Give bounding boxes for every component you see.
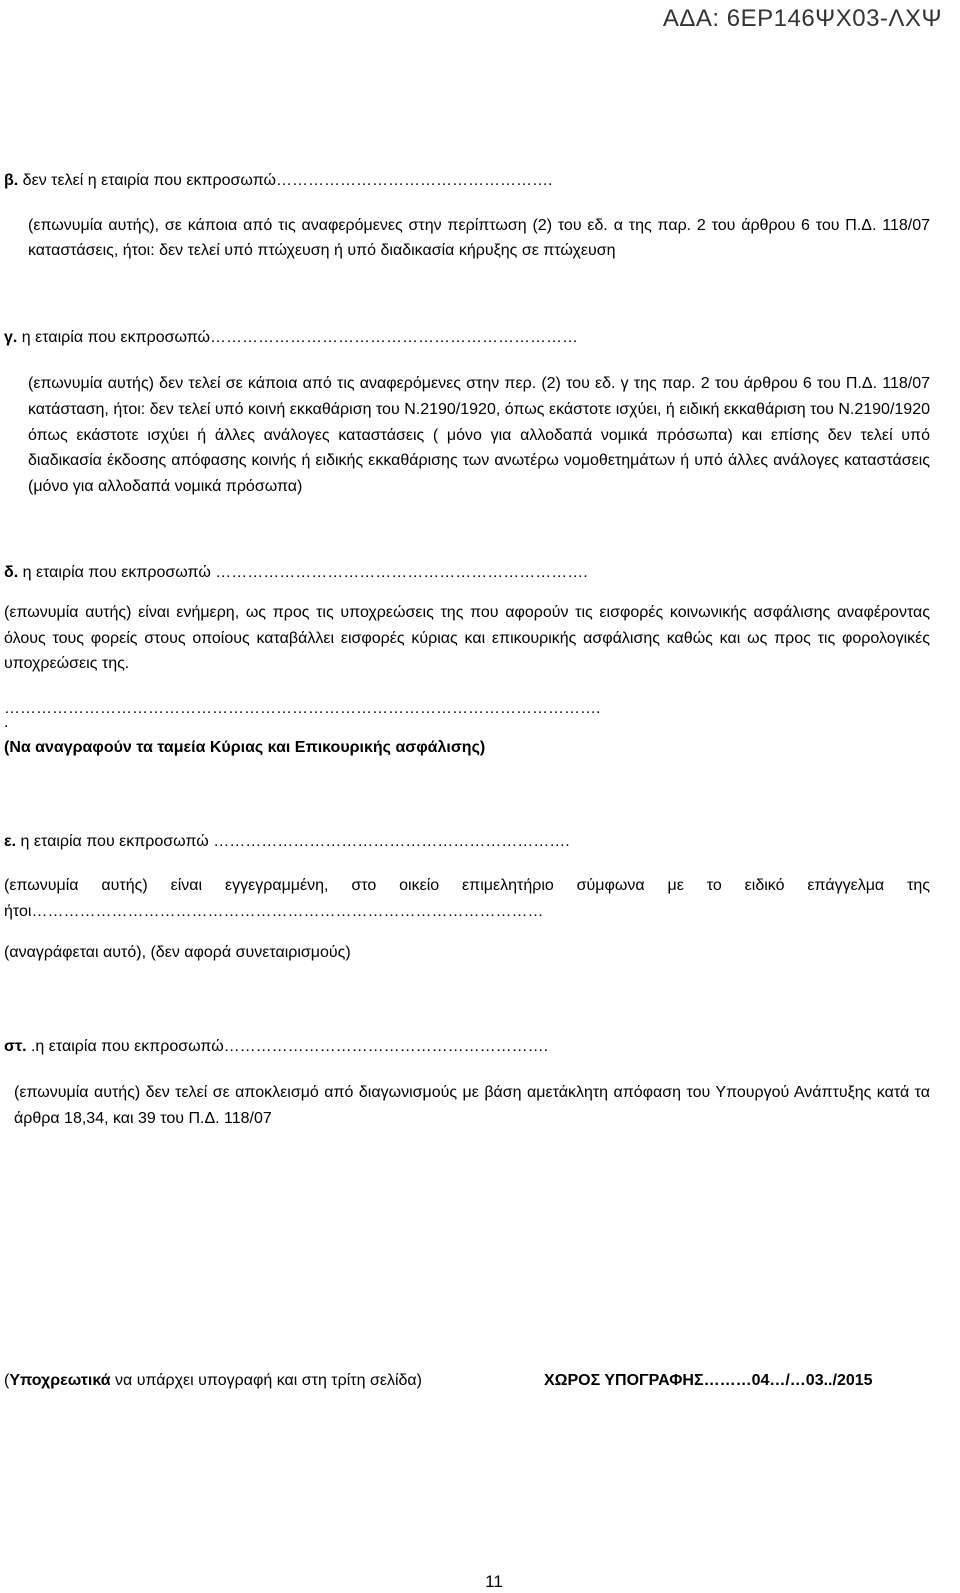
section-b-text: (επωνυμία αυτής), σε κάποια από τις αναφερόμενες στην περίπτωση (2) του εδ. α της παρ. 2 του άρθρου 6 του Π.Δ. 118/07 καταστάσεις, ήτοι: δεν τελεί υπό πτώχευση ή υπό διαδικασία κήρυξης σε πτώχευση xyxy=(28,217,930,259)
section-st-label-line xyxy=(4,1036,934,1058)
section-d-bullet: δ. xyxy=(4,564,19,581)
signature-area: ΧΩΡΟΣ ΥΠΟΓΡΑΦΗΣ………04…/…03../2015 xyxy=(544,1372,873,1389)
section-e-bullet: ε. xyxy=(4,833,17,850)
section-st-bullet: στ. xyxy=(4,1038,27,1055)
section-b-label: δεν τελεί η εταιρία που εκπροσωπώ……………………………………………. xyxy=(22,172,553,189)
section-e-note: (αναγράφεται αυτό), (δεν αφορά συνεταιρισμούς) xyxy=(4,944,351,961)
section-g-bullet: γ. xyxy=(4,329,18,346)
section-d-dots-line: …………………………………………………………………………………………………. xyxy=(4,700,601,717)
section-g-label-line xyxy=(4,327,934,349)
footer-mandatory-rest: να υπάρχει υπογραφή και στη τρίτη σελίδα) xyxy=(110,1372,422,1389)
section-d-note: (Να αναγραφούν τα ταμεία Κύριας και Επικουρικής ασφάλισης) xyxy=(4,739,486,756)
section-e-label: η εταιρία που εκπροσωπώ …………………………………………………………. xyxy=(20,833,570,850)
section-g-text: (επωνυμία αυτής) δεν τελεί σε κάποια από τις αναφερόμενες στην περ. (2) του εδ. γ της παρ. 2 του άρθρου 6 του Π.Δ. 118/07 κατάσταση, ήτοι: δεν τελεί υπό κοινή εκκαθάριση του Ν.2190/1920, όπως εκάστοτε ισχύει, ή ειδική εκκαθάριση του Ν.2190/1920 όπως εκάστοτε ισχύει ή άλλες ανάλογες καταστάσεις ( μόνο για αλλοδαπά νομικά πρόσωπα) και επίσης δεν τελεί υπό διαδικασία έκδοσης απόφασης κοινής ή ειδικής εκκαθάρισης των ανωτέρω νομοθετημάτων ή υπό άλλες ανάλογες καταστάσεις (μόνο για αλλοδαπά νομικά πρόσωπα) xyxy=(28,375,930,496)
section-b-bullet: β. xyxy=(4,172,19,189)
section-d-dot: . xyxy=(4,714,9,731)
section-g-label: η εταιρία που εκπροσωπώ…………………………………………………………… xyxy=(21,329,579,346)
section-st-text: (επωνυμία αυτής) δεν τελεί σε αποκλεισμό από διαγωνισμούς με βάση αμετάκλητη απόφαση του Υπουργού Ανάπτυξης κατά τα άρθρα 18,34, και 39 του Π.Δ. 118/07 xyxy=(14,1084,930,1127)
footer-mandatory: Υποχρεωτικά xyxy=(9,1372,111,1389)
section-b-label-line xyxy=(4,170,934,192)
ada-code: ΑΔΑ: 6ΕΡ146ΨΧ03-ΛΧΨ xyxy=(662,5,942,32)
footer-open-paren: ( xyxy=(4,1372,10,1389)
page-number-wrap xyxy=(0,1572,960,1592)
page-number: 11 xyxy=(485,1572,503,1591)
section-e-label-line xyxy=(4,831,934,853)
section-st-label: .η εταιρία που εκπροσωπώ……………………………………………………. xyxy=(30,1038,549,1055)
section-d-label: η εταιρία που εκπροσωπώ ……………………………………………………………. xyxy=(22,564,588,581)
section-d-label-line xyxy=(4,562,934,584)
footer-line xyxy=(4,1370,934,1392)
section-d-text: (επωνυμία αυτής) είναι ενήμερη, ως προς τις υποχρεώσεις της που αφορούν τις εισφορές κοινωνικής ασφάλισης αναφέροντας όλους τους φορείς στους οποίους καταβάλλει εισφορές κύριας και επικουρικής ασφάλισης καθώς και ως προς τις φορολογικές υποχρεώσεις της. xyxy=(4,604,930,672)
section-e-text: (επωνυμία αυτής) είναι εγγεγραμμένη, στο οικείο επιμελητήριο σύμφωνα με το ειδικό επάγγελμα της ήτοι…………………………………………………………………………………… xyxy=(4,877,930,920)
